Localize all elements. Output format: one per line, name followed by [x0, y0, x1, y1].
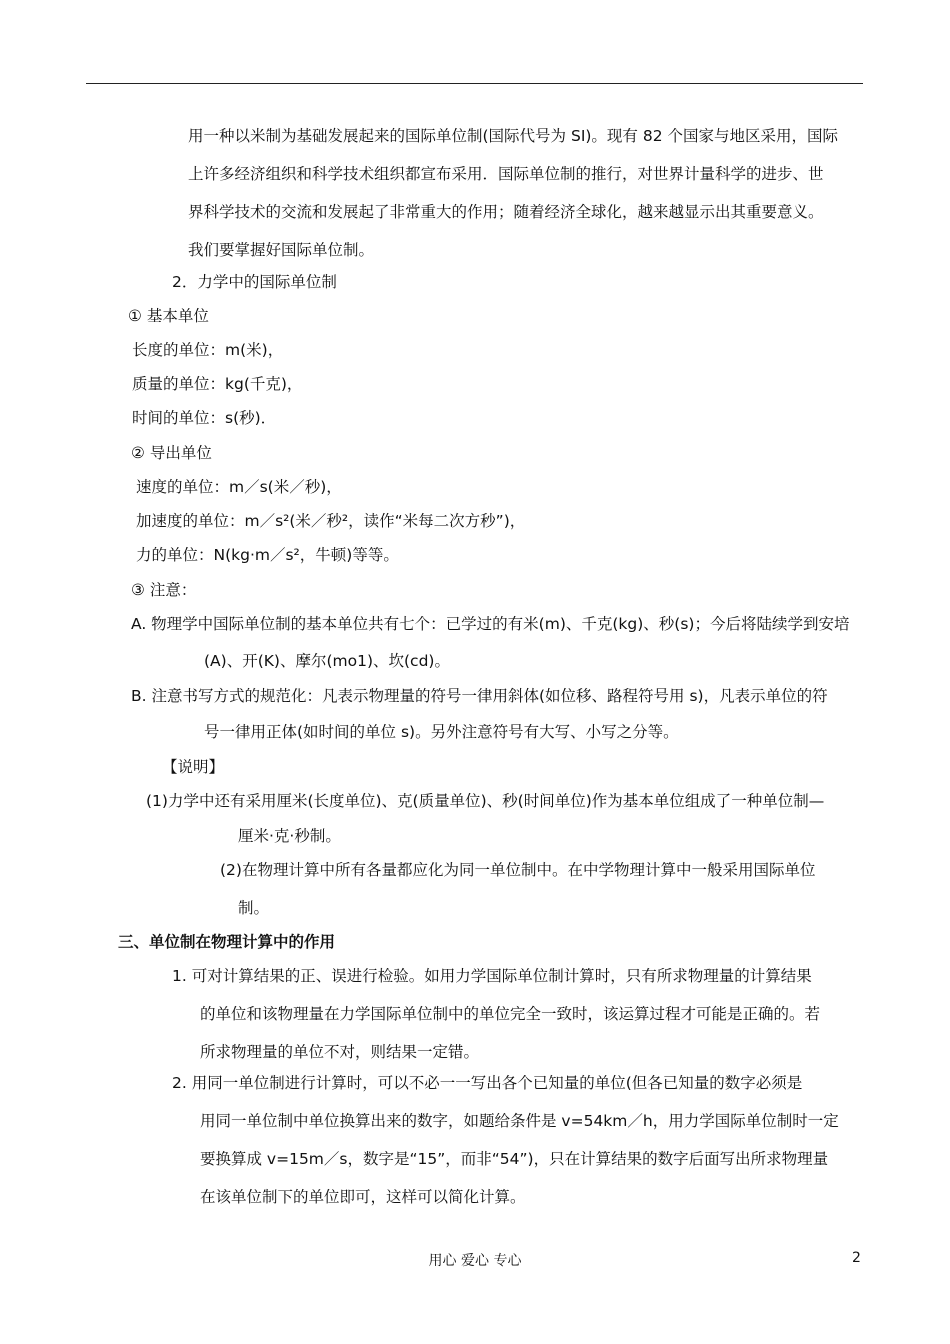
- paragraph-line: 号一律用正体(如时间的单位 s)。另外注意符号有大写、小写之分等。: [204, 723, 679, 741]
- section-heading: 2．力学中的国际单位制: [172, 273, 337, 291]
- page-footer: 用心 爱心 专心: [428, 1253, 522, 1269]
- note-heading: 【说明】: [162, 758, 225, 776]
- paragraph-line: (A)、开(K)、摩尔(mo1)、坎(cd)。: [204, 652, 450, 670]
- paragraph-line: (2)在物理计算中所有各量都应化为同一单位制中。在中学物理计算中一般采用国际单位: [220, 861, 816, 879]
- paragraph-line: 所求物理量的单位不对，则结果一定错。: [200, 1043, 480, 1061]
- paragraph-line: 要换算成 v=15m／s，数字是“15”，而非“54”)，只在计算结果的数字后面写出所求物理量: [200, 1150, 829, 1168]
- paragraph-line: 1. 可对计算结果的正、误进行检验。如用力学国际单位制计算时，只有所求物理量的计算结果: [172, 967, 812, 985]
- paragraph-line: 用同一单位制中单位换算出来的数字，如题给条件是 v=54km／h，用力学国际单位制时一定: [200, 1112, 839, 1130]
- paragraph-line: 我们要掌握好国际单位制。: [188, 241, 375, 259]
- list-item: 力的单位：N(kg·m／s²，牛顿)等等。: [136, 546, 399, 564]
- list-item: 质量的单位：kg(千克)，: [132, 375, 303, 393]
- paragraph-line: 厘米·克·秒制。: [238, 827, 341, 845]
- paragraph-line: 在该单位制下的单位即可，这样可以简化计算。: [200, 1188, 526, 1206]
- paragraph-line: 界科学技术的交流和发展起了非常重大的作用；随着经济全球化，越来越显示出其重要意义。: [188, 203, 824, 221]
- paragraph-line: 用一种以米制为基础发展起来的国际单位制(国际代号为 SI)。现有 82 个国家与地区采用，国际: [188, 127, 839, 145]
- header-rule: [86, 83, 863, 84]
- section-heading: 三、单位制在物理计算中的作用: [118, 933, 336, 951]
- paragraph-line: B. 注意书写方式的规范化：凡表示物理量的符号一律用斜体(如位移、路程符号用 s)，凡表示单位的符: [131, 687, 828, 705]
- subheading: ③ 注意：: [131, 581, 197, 599]
- paragraph-line: 上许多经济组织和科学技术组织都宣布采用．国际单位制的推行，对世界计量科学的进步、世: [188, 165, 824, 183]
- list-item: 长度的单位：m(米)，: [132, 341, 284, 359]
- paragraph-line: A. 物理学中国际单位制的基本单位共有七个：已学过的有米(m)、千克(kg)、秒(s)；今后将陆续学到安培: [131, 615, 850, 633]
- subheading: ① 基本单位: [128, 307, 209, 325]
- paragraph-line: 制。: [238, 899, 270, 917]
- list-item: 速度的单位：m／s(米／秒)，: [136, 478, 342, 496]
- paragraph-line: 的单位和该物理量在力学国际单位制中的单位完全一致时，该运算过程才可能是正确的。若: [200, 1005, 821, 1023]
- list-item: 加速度的单位：m／s²(米／秒²，读作“米每二次方秒”)，: [136, 512, 526, 530]
- page-number: 2: [852, 1250, 861, 1266]
- paragraph-line: (1)力学中还有采用厘米(长度单位)、克(质量单位)、秒(时间单位)作为基本单位组成了一种单位制—: [146, 792, 825, 810]
- paragraph-line: 2. 用同一单位制进行计算时，可以不必一一写出各个已知量的单位(但各已知量的数字必须是: [172, 1074, 803, 1092]
- list-item: 时间的单位：s(秒)．: [132, 409, 277, 427]
- subheading: ② 导出单位: [131, 444, 212, 462]
